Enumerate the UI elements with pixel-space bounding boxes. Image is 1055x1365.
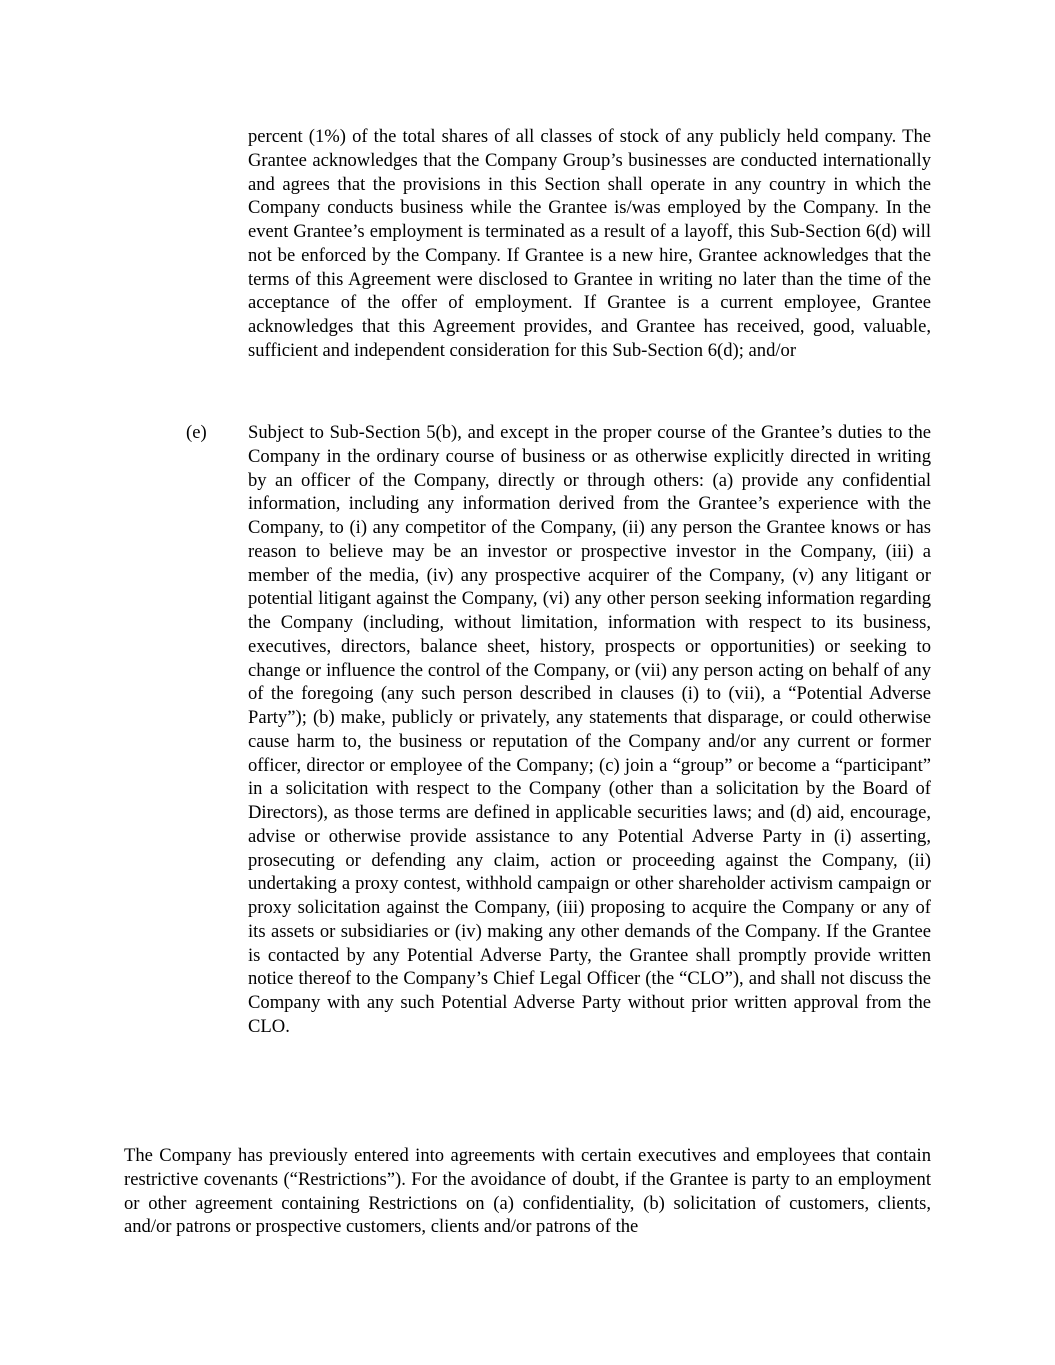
item-e-label: (e) <box>186 422 207 443</box>
continuation-paragraph: percent (1%) of the total shares of all classes of stock of any publicly held company. The Grantee acknowledges that the Company Group’s businesses are conducted internationally and agrees that the provisions in this Section shall operate in any country in which the Company conducts business while the Grantee is/was employed by the Company. In the event Grantee’s employment is terminated as a result of a layoff, this Sub-Section 6(d) will not be enforced by the Company. If Grantee is a new hire, Grantee acknowledges that the terms of this Agreement were disclosed to Grantee in writing no later than the time of the acceptance of the offer of employment. If Grantee is a current employee, Grantee acknowledges that this Agreement provides, and Grantee has received, good, valuable, sufficient and independent consideration for this Sub-Section 6(d); and/or <box>248 126 931 361</box>
item-e-paragraph: Subject to Sub-Section 5(b), and except in the proper course of the Grantee’s duties to the Company in the ordinary course of business or as otherwise explicitly directed in writing by an officer of the Company, directly or through others: (a) provide any confidential information, including any information derived from the Grantee’s experience with the Company, to (i) any competitor of the Company, (ii) any person the Grantee knows or has reason to believe may be an investor or prospective investor in the Company, (iii) a member of the media, (iv) any prospective acquirer of the Company, (v) any litigant or potential litigant against the Company, (vi) any other person seeking information regarding the Company (including, without limitation, information with respect to its business, executives, directors, balance sheet, history, prospects or opportunities) or seeking to change or influence the control of the Company, or (vii) any person acting on behalf of any of the foregoing (any such person described in clauses (i) to (vii), a “Potential Adverse Party”); (b) make, publicly or privately, any statements that disparage, or could otherwise cause harm to, the business or reputation of the Company and/or any current or former officer, director or employee of the Company; (c) join a “group” or become a “participant” in a solicitation with respect to the Company (other than a solicitation by the Board of Directors), as those terms are defined in applicable securities laws; and (d) aid, encourage, advise or otherwise provide assistance to any Potential Adverse Party in (i) asserting, prosecuting or defending any claim, action or proceeding against the Company, (ii) undertaking a proxy contest, withhold campaign or other shareholder activism campaign or proxy solicitation against the Company, (iii) proposing to acquire the Company or any of its assets or subsidiaries or (iv) making any other demands of the Company. If the Grantee is contacted by any Potential Adverse Party, the Grantee shall promptly provide written notice thereof to the Company’s Chief Legal Officer (the “CLO”), and shall not discuss the Company with any such Potential Adverse Party without prior written approval from the CLO. <box>248 422 931 1037</box>
final-paragraph: The Company has previously entered into agreements with certain executives and employees that contain restrictive covenants (“Restrictions”). For the avoidance of doubt, if the Grantee is party to an employment or other agreement containing Restrictions on (a) confidentiality, (b) solicitation of customers, clients, and/or patrons or prospective customers, clients and/or patrons of the <box>124 1145 931 1238</box>
